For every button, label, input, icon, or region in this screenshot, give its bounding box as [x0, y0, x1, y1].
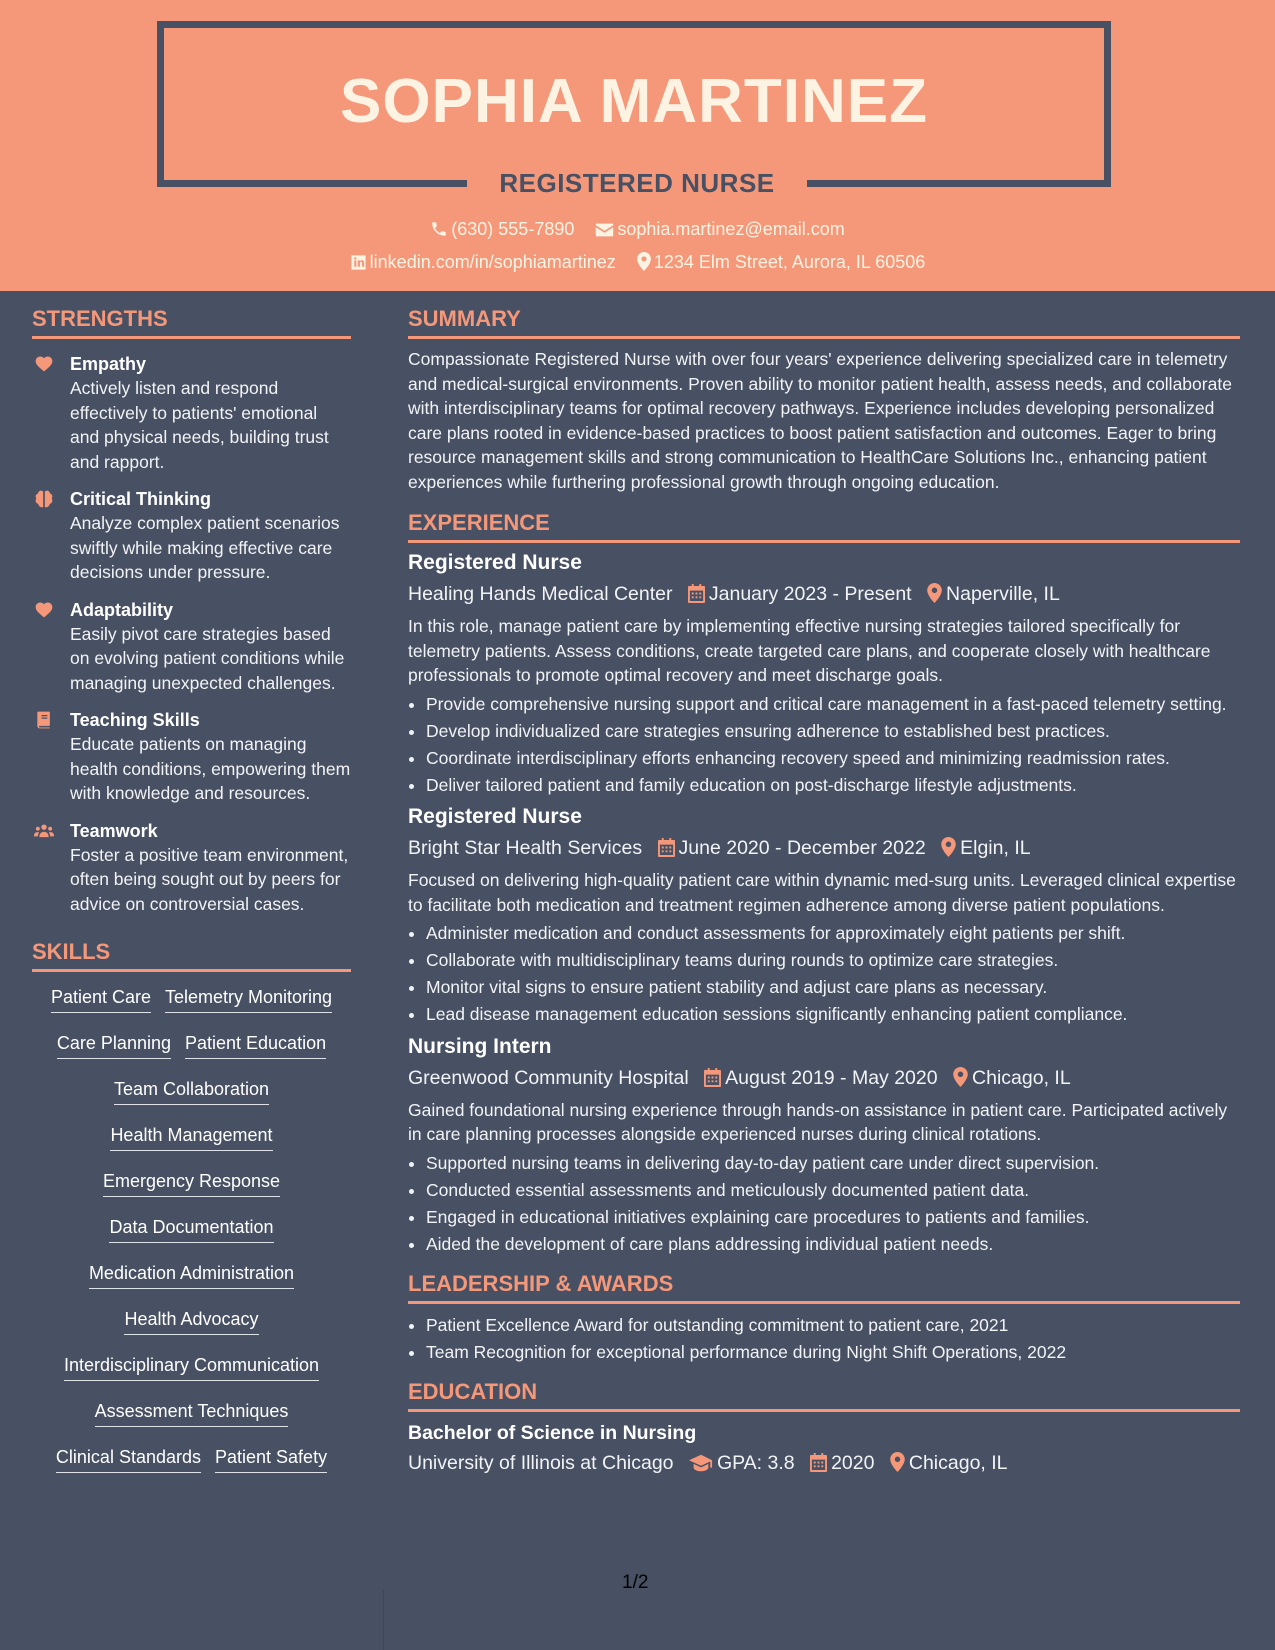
linkedin-item: [350, 252, 616, 273]
list-item: • Monitor vital signs to ensure patient stability and adjust care plans as necessary.: [426, 975, 1240, 1000]
job-entry: [408, 1033, 1240, 1257]
calendar-icon: [688, 584, 705, 603]
summary-text: Compassionate Registered Nurse with over four years' experience delivering specialized care in telemetry and medical-surgical environments. Proven ability to monitor patient health, assess needs, and collaborate with interdisciplinary teams for optimal recovery pathways. Experience includes developing personalized care plans rooted in evidence-based practices to boost patient satisfaction and outcomes. Eager to bring resource management skills and strong communication to HealthCare Solutions Inc., enhancing patient experiences while furthering professional growth through ongoing education.: [408, 349, 1232, 492]
experience-heading: EXPERIENCE: [408, 494, 1240, 543]
job-title-wrap: [467, 166, 807, 202]
map-pin-icon: [941, 837, 956, 857]
strength-item: [32, 708, 351, 806]
job-meta: [408, 580, 1240, 608]
strength-item: [32, 598, 351, 696]
skill-tag: Telemetry Monitoring: [165, 986, 332, 1013]
job-role: Nursing Intern: [408, 1034, 552, 1058]
phone-text[interactable]: (630) 555-7890: [451, 219, 575, 239]
calendar-icon: [658, 838, 675, 857]
job-bullets: [408, 921, 1240, 1027]
school-name: University of Illinois at Chicago: [408, 1451, 674, 1474]
envelope-icon: [595, 222, 614, 238]
skill-tag: Interdisciplinary Communication: [64, 1354, 319, 1381]
awards-list: [408, 1313, 1240, 1365]
name-frame: [157, 21, 1111, 187]
skill-tag: Patient Care: [51, 986, 151, 1013]
job-description: Focused on delivering high-quality patient care within dynamic med-surg units. Leveraged clinical expertise to facilitate both medication and treatment regimen adherence among diverse patient populations.: [408, 870, 1236, 915]
phone-item: [430, 219, 574, 240]
job-company: Healing Hands Medical Center: [408, 583, 673, 605]
awards-heading: LEADERSHIP & AWARDS: [408, 1259, 1240, 1304]
brain-icon: [34, 489, 54, 509]
skill-tag: Data Documentation: [109, 1216, 273, 1243]
strength-name: Adaptability: [70, 599, 174, 620]
job-dates: January 2023 - Present: [708, 583, 912, 605]
strength-name: Teaching Skills: [70, 710, 200, 730]
strength-name: Teamwork: [70, 820, 158, 841]
strength-desc: Analyze complex patient scenarios swiftly while making effective care decisions under pressure.: [70, 513, 340, 582]
linkedin-icon: [350, 254, 367, 271]
job-location: Elgin, IL: [960, 837, 1031, 859]
strength-desc: Actively listen and respond effectively to patients' emotional and physical needs, building trust and rapport.: [70, 378, 329, 472]
contact-row-1: [0, 219, 1275, 240]
graduation-year: 2020: [831, 1451, 875, 1474]
job-title: REGISTERED NURSE: [499, 168, 775, 198]
job-entry: [408, 549, 1240, 797]
candidate-name: SOPHIA MARTINEZ: [340, 67, 928, 136]
linkedin-link[interactable]: linkedin.com/in/sophiamartinez: [369, 252, 616, 272]
job-role: Registered Nurse: [408, 805, 582, 828]
skills-list: [32, 986, 351, 1492]
job-meta: [408, 834, 1240, 862]
strength-name: Critical Thinking: [70, 489, 212, 509]
list-item: • Provide comprehensive nursing support and critical care management in a fast-paced telemetry setting.: [426, 692, 1240, 717]
strength-desc: Foster a positive team environment, often being sought out by peers for advice on controversial cases.: [70, 844, 349, 914]
list-item: • Supported nursing teams in delivering day-to-day patient care under direct supervision.: [426, 1151, 1240, 1176]
address-text: 1234 Elm Street, Aurora, IL 60506: [653, 252, 926, 272]
phone-icon: [430, 220, 448, 238]
map-pin-icon: [890, 1452, 905, 1472]
list-item: • Patient Excellence Award for outstanding commitment to patient care, 2021: [426, 1313, 1240, 1338]
strengths-heading: STRENGTHS: [32, 291, 351, 339]
strength-item: [32, 352, 351, 474]
strength-desc: Educate patients on managing health conditions, empowering them with knowledge and resources.: [70, 734, 351, 803]
users-icon: [34, 821, 54, 841]
header-banner: [0, 0, 1275, 291]
list-item: • Aided the development of care plans addressing individual patient needs.: [426, 1232, 1240, 1257]
calendar-icon: [704, 1068, 721, 1087]
job-company: Greenwood Community Hospital: [408, 1066, 689, 1089]
email-link[interactable]: sophia.martinez@email.com: [617, 219, 845, 239]
job-location: Naperville, IL: [946, 583, 1060, 605]
map-pin-icon: [637, 252, 651, 271]
list-item: • Engaged in educational initiatives explaining care procedures to patients and families.: [426, 1205, 1240, 1230]
heart-icon: [34, 354, 54, 374]
education-location: Chicago, IL: [908, 1451, 1008, 1474]
strength-item: [32, 819, 351, 917]
skill-tag: Patient Education: [185, 1032, 326, 1059]
address-item: [637, 252, 926, 273]
calendar-icon: [810, 1453, 827, 1472]
list-item: • Collaborate with multidisciplinary teams during rounds to optimize care strategies.: [426, 948, 1240, 973]
skills-heading: SKILLS: [32, 924, 351, 972]
job-bullets: [408, 1151, 1240, 1257]
skill-tag: Team Collaboration: [114, 1078, 269, 1105]
contact-row-2: [0, 252, 1275, 273]
skill-tag: Health Management: [110, 1124, 272, 1151]
job-dates: June 2020 - December 2022: [678, 837, 926, 859]
map-pin-icon: [927, 583, 942, 603]
skill-tag: Medication Administration: [89, 1262, 294, 1289]
left-column: [32, 291, 351, 1492]
right-column: [408, 291, 1240, 1477]
education-heading: EDUCATION: [408, 1367, 1240, 1412]
job-description: In this role, manage patient care by implementing effective nursing strategies tailored specifically for telemetry patients. Assess conditions, create targeted care plans, and cooperate closely with healthcare professionals to promote optimal recovery and meet discharge goals.: [408, 616, 1211, 685]
job-entry: [408, 803, 1240, 1027]
degree-name: Bachelor of Science in Nursing: [408, 1421, 697, 1444]
column-divider: [383, 1590, 384, 1650]
skill-tag: Patient Safety: [215, 1446, 327, 1473]
summary-heading: SUMMARY: [408, 291, 1240, 339]
skill-tag: Emergency Response: [103, 1170, 280, 1197]
list-item: • Coordinate interdisciplinary efforts enhancing recovery speed and minimizing readmission rates.: [426, 746, 1240, 771]
job-company: Bright Star Health Services: [408, 837, 643, 859]
map-pin-icon: [953, 1067, 968, 1087]
graduation-cap-icon: [689, 1454, 713, 1472]
heart-icon: [34, 600, 54, 620]
education-meta: [408, 1449, 1240, 1477]
job-location: Chicago, IL: [972, 1066, 1071, 1089]
list-item: • Develop individualized care strategies ensuring adherence to established best practices.: [426, 719, 1240, 744]
gpa: GPA: 3.8: [716, 1451, 795, 1474]
list-item: • Administer medication and conduct assessments for approximately eight patients per shift.: [426, 921, 1240, 946]
job-role: Registered Nurse: [408, 551, 582, 574]
list-item: • Lead disease management education sessions significantly enhancing patient compliance.: [426, 1002, 1240, 1027]
strength-name: Empathy: [70, 354, 147, 374]
job-dates: August 2019 - May 2020: [725, 1066, 938, 1089]
skill-tag: Care Planning: [57, 1032, 171, 1059]
skill-tag: Health Advocacy: [124, 1308, 258, 1335]
page-indicator: 1/2: [622, 1572, 649, 1593]
book-icon: [34, 710, 54, 730]
email-item: [595, 219, 844, 240]
strength-item: [32, 487, 351, 585]
job-bullets: [408, 692, 1240, 798]
list-item: • Deliver tailored patient and family education on post-discharge lifestyle adjustments.: [426, 773, 1240, 798]
list-item: • Conducted essential assessments and meticulously documented patient data.: [426, 1178, 1240, 1203]
job-meta: [408, 1064, 1240, 1092]
job-description: Gained foundational nursing experience through hands-on assistance in patient care. Participated actively in care planning processes alongside experienced nurses during clinical rotations.: [408, 1099, 1228, 1144]
skill-tag: Clinical Standards: [56, 1446, 201, 1473]
skill-tag: Assessment Techniques: [95, 1400, 289, 1427]
list-item: • Team Recognition for exceptional performance during Night Shift Operations, 2022: [426, 1340, 1240, 1365]
strength-desc: Easily pivot care strategies based on evolving patient conditions while managing unexpected challenges.: [70, 623, 345, 693]
